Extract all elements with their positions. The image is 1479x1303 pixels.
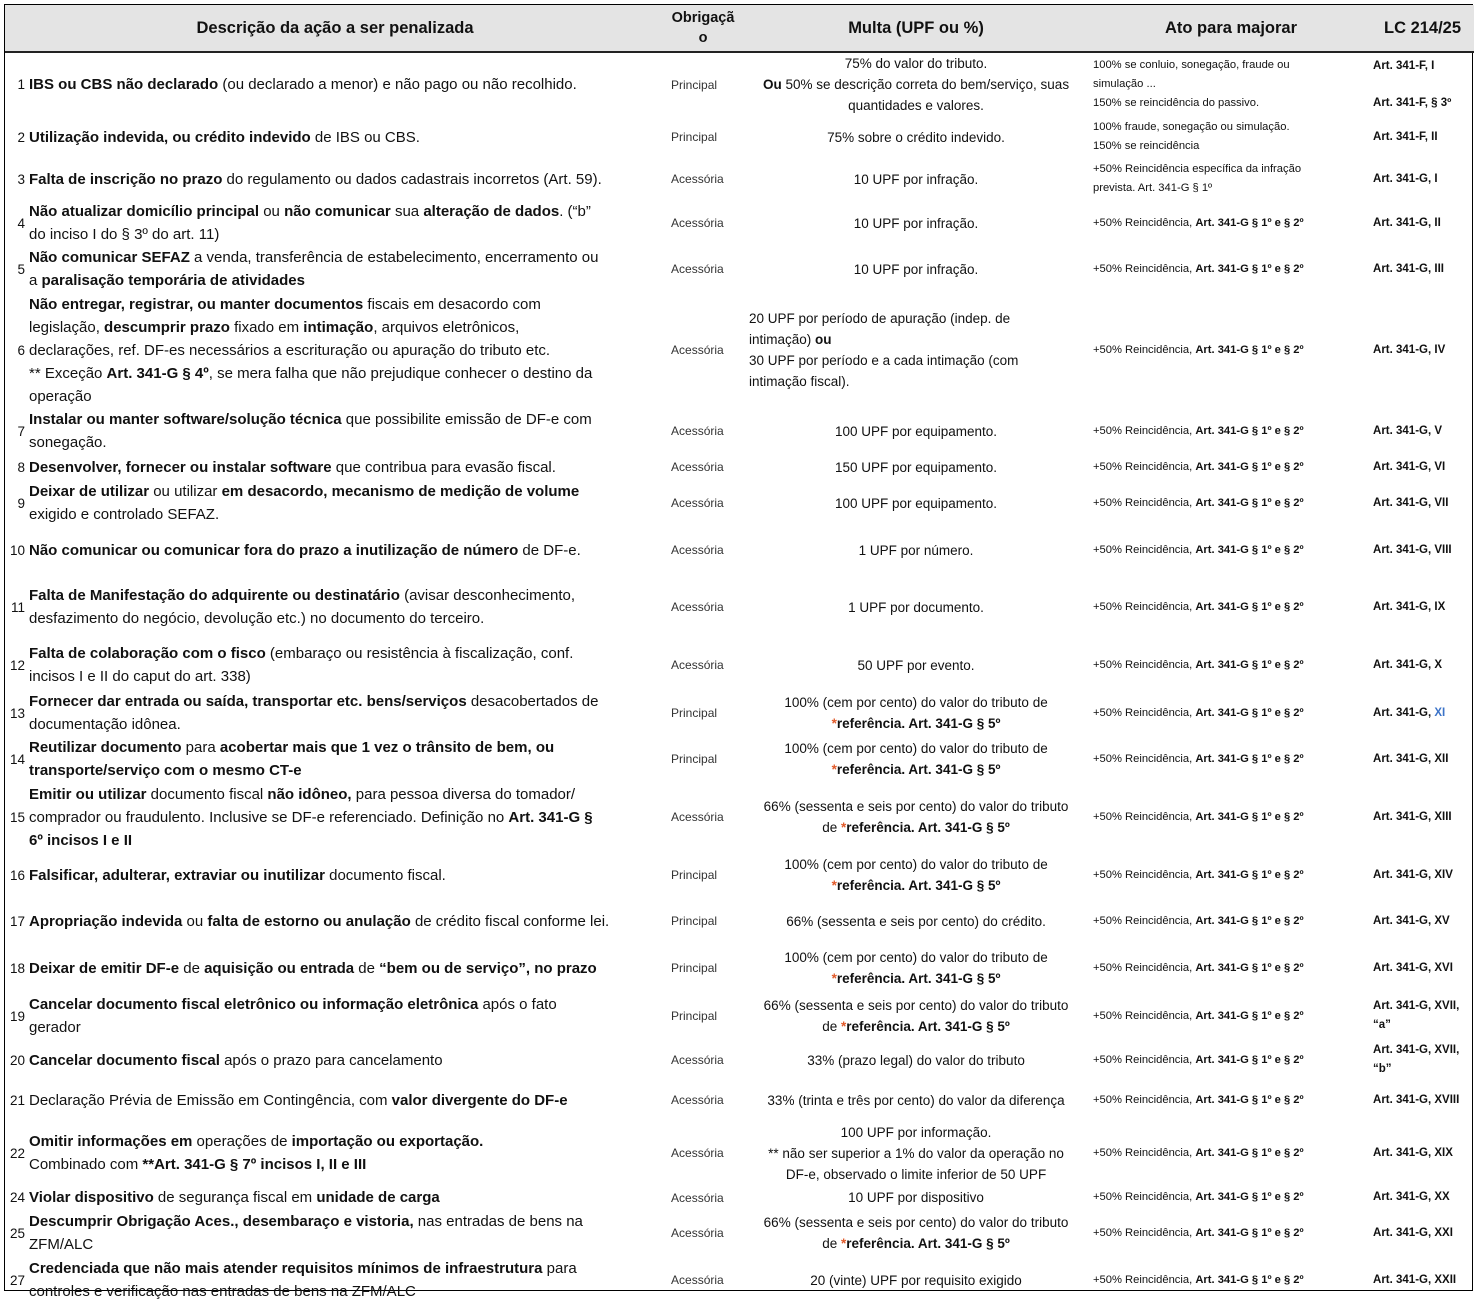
row-multa: 66% (sessenta e seis por cento) do crédito. xyxy=(786,913,1046,929)
row-description: Utilização indevida, ou crédito indevido de IBS ou CBS. xyxy=(29,128,420,146)
row-obrigacao: Acessória xyxy=(671,1226,724,1240)
row-multa: 33% (trinta e três por cento) do valor da diferença xyxy=(767,1092,1065,1108)
row-multa: 10 UPF por infração. xyxy=(853,171,979,187)
row-number: 2 xyxy=(17,129,25,145)
row-description: Cancelar documento fiscal após o prazo para cancelamento xyxy=(29,1051,443,1069)
row-lc: Art. 341-G, XVI xyxy=(1373,961,1453,974)
row-lc: Art. 341-G, IV xyxy=(1373,343,1446,356)
row-number: 7 xyxy=(17,423,25,439)
table-row xyxy=(5,640,1474,690)
table-row xyxy=(5,852,1474,898)
row-multa: 100% (cem por cento) do valor do tributo de *referência. Art. 341-G § 5º xyxy=(784,950,1048,986)
row-obrigacao: Acessória xyxy=(671,262,724,276)
row-ato: +50% Reincidência, Art. 341-G § 1º e § 2º xyxy=(1093,658,1304,671)
row-ato: +50% Reincidência, Art. 341-G § 1º e § 2º xyxy=(1093,543,1304,556)
row-lc: Art. 341-G, XXI xyxy=(1373,1226,1453,1239)
header-row xyxy=(5,5,1474,52)
row-lc: Art. 341-G, VII xyxy=(1373,496,1449,509)
row-number: 14 xyxy=(9,751,25,767)
row-number: 16 xyxy=(9,867,25,883)
row-description: Emitir ou utilizar documento fiscal não idôneo, para pessoa diversa do tomador/ comprador ou fraudulento. Inclusive se DF-e referenciado. Definição no Art. 341-G § 6º incisos I e II xyxy=(29,785,593,849)
row-obrigacao: Acessória xyxy=(671,460,724,474)
row-ato: +50% Reincidência, Art. 341-G § 1º e § 2º xyxy=(1093,1093,1304,1106)
row-description: Não comunicar SEFAZ a venda, transferência de estabelecimento, encerramento ou a paralisação temporária de atividades xyxy=(29,249,599,289)
row-lc: Art. 341-G, XVII, “a” xyxy=(1373,1000,1460,1031)
row-ato: +50% Reincidência específica da infração prevista. Art. 341-G § 1º xyxy=(1093,163,1302,194)
row-multa: 66% (sessenta e seis por cento) do valor do tributo de *referência. Art. 341-G § 5º xyxy=(763,799,1069,835)
row-obrigacao: Principal xyxy=(671,914,718,928)
header-multa: Multa (UPF ou %) xyxy=(741,5,1091,52)
row-lc: Art. 341-G, IX xyxy=(1373,600,1446,613)
penalty-table xyxy=(5,5,1474,1303)
row-obrigacao: Principal xyxy=(671,706,718,720)
row-number: 25 xyxy=(9,1225,25,1241)
row-obrigacao: Acessória xyxy=(671,600,724,614)
row-lc: Art. 341-G, XX xyxy=(1373,1191,1450,1203)
row-ato: +50% Reincidência, Art. 341-G § 1º e § 2º xyxy=(1093,914,1304,927)
row-multa: 20 (vinte) UPF por requisito exigido xyxy=(810,1272,1022,1288)
row-multa: 33% (prazo legal) do valor do tributo xyxy=(807,1052,1025,1068)
row-lc: Art. 341-G, XII xyxy=(1373,752,1449,765)
row-ato: +50% Reincidência, Art. 341-G § 1º e § 2º xyxy=(1093,1053,1304,1066)
row-description: Falsificar, adulterar, extraviar ou inutilizar documento fiscal. xyxy=(29,866,446,884)
row-description: Fornecer dar entrada ou saída, transportar etc. bens/serviços desacobertados de documentação idônea. xyxy=(29,693,599,733)
table-row xyxy=(5,736,1474,782)
row-description: Desenvolver, fornecer ou instalar software que contribua para evasão fiscal. xyxy=(29,458,556,476)
row-multa: 100% (cem por cento) do valor do tributo de *referência. Art. 341-G § 5º xyxy=(784,857,1048,893)
row-ato: 100% se conluio, sonegação, fraude ou simulação ... 150% se reincidência do passivo. xyxy=(1093,59,1290,109)
row-ato: +50% Reincidência, Art. 341-G § 1º e § 2º xyxy=(1093,1009,1304,1022)
row-description: Não atualizar domicílio principal ou não comunicar sua alteração de dados. (“b” do inciso I do § 3º do art. 11) xyxy=(29,203,591,243)
row-ato: +50% Reincidência, Art. 341-G § 1º e § 2º xyxy=(1093,1191,1304,1203)
row-obrigacao: Principal xyxy=(671,130,718,144)
row-obrigacao: Principal xyxy=(671,77,718,92)
row-description: Falta de Manifestação do adquirente ou destinatário (avisar desconhecimento, desfazimento do negócio, devolução etc.) no documento do terceiro. xyxy=(29,587,575,627)
row-description: Violar dispositivo de segurança fiscal em unidade de carga xyxy=(29,1189,440,1206)
row-description: IBS ou CBS não declarado (ou declarado a menor) e não pago ou não recolhido. xyxy=(29,76,577,93)
row-ato: +50% Reincidência, Art. 341-G § 1º e § 2º xyxy=(1093,961,1304,974)
row-multa: 75% sobre o crédito indevido. xyxy=(827,129,1005,145)
row-ato: +50% Reincidência, Art. 341-G § 1º e § 2º xyxy=(1093,460,1304,473)
row-lc: Art. 341-F, I Art. 341-F, § 3º xyxy=(1373,59,1452,109)
row-ato: +50% Reincidência, Art. 341-G § 1º e § 2º xyxy=(1093,262,1304,275)
table-row xyxy=(5,944,1474,992)
row-obrigacao: Acessória xyxy=(671,658,724,672)
row-obrigacao: Acessória xyxy=(671,496,724,510)
row-description: Reutilizar documento para acobertar mais que 1 vez o trânsito de bem, ou transporte/serviço com o mesmo CT-e xyxy=(29,739,555,779)
row-number: 8 xyxy=(17,459,25,475)
row-obrigacao: Acessória xyxy=(671,1190,724,1205)
row-multa: 10 UPF por infração. xyxy=(853,215,979,231)
row-obrigacao: Principal xyxy=(671,961,718,975)
row-lc: Art. 341-G, XVII, “b” xyxy=(1373,1044,1460,1075)
row-number: 3 xyxy=(17,171,25,187)
row-number: 10 xyxy=(9,542,25,558)
row-number: 13 xyxy=(9,705,25,721)
row-lc: Art. 341-G, VI xyxy=(1373,460,1446,473)
row-lc: Art. 341-G, XIX xyxy=(1373,1146,1453,1159)
table-row xyxy=(5,408,1474,454)
table-row xyxy=(5,1209,1474,1257)
row-number: 24 xyxy=(9,1190,25,1205)
row-multa: 66% (sessenta e seis por cento) do valor do tributo de *referência. Art. 341-G § 5º xyxy=(763,998,1069,1034)
row-obrigacao: Acessória xyxy=(671,1093,724,1107)
row-number: 5 xyxy=(17,261,25,277)
row-obrigacao: Principal xyxy=(671,868,718,882)
table-row xyxy=(5,1120,1474,1186)
table-row xyxy=(5,246,1474,292)
row-multa: 50 UPF por evento. xyxy=(857,657,975,673)
row-ato: +50% Reincidência, Art. 341-G § 1º e § 2º xyxy=(1093,343,1304,356)
row-description: Instalar ou manter software/solução técnica que possibilite emissão de DF-e com sonegação. xyxy=(29,411,592,451)
row-obrigacao: Acessória xyxy=(671,343,724,357)
row-obrigacao: Principal xyxy=(671,752,718,766)
table-row xyxy=(5,1186,1474,1209)
row-multa: 1 UPF por documento. xyxy=(848,599,984,615)
row-lc: Art. 341-G, XI xyxy=(1373,706,1446,719)
row-number: 6 xyxy=(17,342,25,358)
table-row xyxy=(5,1080,1474,1120)
table-row xyxy=(5,1040,1474,1080)
table-row xyxy=(5,782,1474,852)
table-row xyxy=(5,1257,1474,1303)
row-lc: Art. 341-G, XXII xyxy=(1373,1273,1457,1286)
row-description: Declaração Prévia de Emissão em Contingência, com valor divergente do DF-e xyxy=(29,1091,568,1109)
row-multa: 100 UPF por equipamento. xyxy=(834,495,998,511)
row-number: 15 xyxy=(9,809,25,825)
row-multa: 100% (cem por cento) do valor do tributo de *referência. Art. 341-G § 5º xyxy=(784,695,1048,731)
row-lc: Art. 341-G, XIV xyxy=(1373,868,1453,881)
row-lc: Art. 341-G, XV xyxy=(1373,914,1450,927)
row-description: Não entregar, registrar, ou manter documentos fiscais em desacordo com legislação, descumprir prazo fixado em intimação, arquivos eletrônicos, declarações, ref. DF-es necessários a escrituração ou apuração do tributo etc. ** Exceção Art. 341-G § 4º, se mera falha que não prejudique conhecer o destino da operação xyxy=(29,295,593,405)
row-ato: +50% Reincidência, Art. 341-G § 1º e § 2º xyxy=(1093,1146,1304,1159)
row-obrigacao: Acessória xyxy=(671,543,724,557)
row-number: 17 xyxy=(9,913,25,929)
row-ato: +50% Reincidência, Art. 341-G § 1º e § 2º xyxy=(1093,496,1304,509)
row-lc: Art. 341-G, III xyxy=(1373,262,1444,275)
row-ato: +50% Reincidência, Art. 341-G § 1º e § 2º xyxy=(1093,752,1304,765)
row-number: 4 xyxy=(17,215,25,231)
row-multa: 10 UPF por dispositivo xyxy=(848,1190,984,1205)
row-description: Não comunicar ou comunicar fora do prazo a inutilização de número de DF-e. xyxy=(29,541,581,559)
table-row xyxy=(5,480,1474,526)
table-row xyxy=(5,200,1474,246)
row-number: 20 xyxy=(9,1052,25,1068)
row-number: 18 xyxy=(9,960,25,976)
row-multa: 66% (sessenta e seis por cento) do valor do tributo de *referência. Art. 341-G § 5º xyxy=(763,1215,1069,1251)
row-number: 9 xyxy=(17,495,25,511)
row-obrigacao: Acessória xyxy=(671,172,724,186)
row-multa: 100% (cem por cento) do valor do tributo de *referência. Art. 341-G § 5º xyxy=(784,741,1048,777)
row-lc: Art. 341-G, XVIII xyxy=(1373,1093,1460,1106)
row-obrigacao: Acessória xyxy=(671,216,724,230)
row-number: 27 xyxy=(9,1272,25,1288)
row-ato: +50% Reincidência, Art. 341-G § 1º e § 2º xyxy=(1093,810,1304,823)
row-lc: Art. 341-G, V xyxy=(1373,424,1443,437)
header-ato: Ato para majorar xyxy=(1091,5,1371,52)
table-row xyxy=(5,992,1474,1040)
row-number: 1 xyxy=(17,77,25,92)
row-lc: Art. 341-G, VIII xyxy=(1373,543,1452,556)
row-ato: +50% Reincidência, Art. 341-G § 1º e § 2º xyxy=(1093,424,1304,437)
row-description: Falta de inscrição no prazo do regulamento ou dados cadastrais incorretos (Art. 59). xyxy=(29,170,602,188)
table-row xyxy=(5,158,1474,200)
row-description: Deixar de utilizar ou utilizar em desacordo, mecanismo de medição de volume exigido e controlado SEFAZ. xyxy=(29,483,580,523)
row-obrigacao: Acessória xyxy=(671,810,724,824)
row-lc: Art. 341-G, X xyxy=(1373,658,1443,671)
row-multa: 150 UPF por equipamento. xyxy=(834,459,998,475)
header-obrigacao: Obrigaçã o xyxy=(665,5,741,52)
row-number: 19 xyxy=(9,1008,25,1024)
header-descricao: Descrição da ação a ser penalizada xyxy=(5,5,665,52)
row-description: Credenciada que não mais atender requisitos mínimos de infraestrutura para controles e verificação nas entradas de bens na ZFM/ALC xyxy=(29,1260,577,1300)
row-description: Omitir informações em operações de importação ou exportação. Combinado com **Art. 341-G § 7º incisos I, II e III xyxy=(29,1133,484,1173)
row-ato: +50% Reincidência, Art. 341-G § 1º e § 2º xyxy=(1093,1273,1304,1286)
row-description: Apropriação indevida ou falta de estorno ou anulação de crédito fiscal conforme lei. xyxy=(29,912,610,930)
table-row xyxy=(5,898,1474,944)
row-ato: +50% Reincidência, Art. 341-G § 1º e § 2º xyxy=(1093,868,1304,881)
row-obrigacao: Acessória xyxy=(671,1273,724,1287)
row-multa: 1 UPF por número. xyxy=(858,542,974,558)
row-lc: Art. 341-G, II xyxy=(1373,216,1441,229)
table-row xyxy=(5,454,1474,480)
table-row xyxy=(5,690,1474,736)
row-number: 12 xyxy=(9,657,25,673)
row-lc: Art. 341-G, XIII xyxy=(1373,810,1452,823)
row-obrigacao: Acessória xyxy=(671,424,724,438)
row-description: Deixar de emitir DF-e de aquisição ou entrada de “bem ou de serviço”, no prazo xyxy=(29,959,597,977)
row-obrigacao: Acessória xyxy=(671,1146,724,1160)
row-multa: 20 UPF por período de apuração (indep. de intimação) ou 30 UPF por período e a cada intimação (com intimação fiscal). xyxy=(749,311,1019,389)
table-row xyxy=(5,116,1474,158)
row-obrigacao: Acessória xyxy=(671,1053,724,1067)
row-multa: 100 UPF por informação. ** não ser superior a 1% do valor da operação no DF-e, observado o limite inferior de 50 UPF xyxy=(768,1124,1064,1182)
row-number: 22 xyxy=(9,1145,25,1161)
row-number: 11 xyxy=(10,599,25,615)
row-ato: +50% Reincidência, Art. 341-G § 1º e § 2º xyxy=(1093,706,1304,719)
row-obrigacao: Principal xyxy=(671,1009,718,1023)
row-ato: +50% Reincidência, Art. 341-G § 1º e § 2º xyxy=(1093,1226,1304,1239)
row-multa: 100 UPF por equipamento. xyxy=(834,423,998,439)
table-row xyxy=(5,574,1474,640)
row-ato: 100% fraude, sonegação ou simulação. 150% se reincidência xyxy=(1093,121,1290,152)
table-row xyxy=(5,52,1474,116)
row-lc: Art. 341-G, I xyxy=(1373,172,1438,185)
row-lc: Art. 341-F, II xyxy=(1373,130,1438,143)
penalty-table-document xyxy=(4,4,1473,1300)
table-row xyxy=(5,526,1474,574)
table-row xyxy=(5,292,1474,408)
row-description: Cancelar documento fiscal eletrônico ou informação eletrônica após o fato gerador xyxy=(29,996,557,1036)
row-description: Descumprir Obrigação Aces., desembaraço e vistoria, nas entradas de bens na ZFM/ALC xyxy=(29,1213,583,1253)
row-multa: 75% do valor do tributo. Ou 50% se descrição correta do bem/serviço, suas quantidades e valores. xyxy=(762,56,1070,113)
row-multa: 10 UPF por infração. xyxy=(853,261,979,277)
row-description: Falta de colaboração com o fisco (embaraço ou resistência à fiscalização, conf. incisos I e II do caput do art. 338) xyxy=(29,645,574,685)
header-lc: LC 214/25 xyxy=(1371,5,1474,52)
row-ato: +50% Reincidência, Art. 341-G § 1º e § 2º xyxy=(1093,600,1304,613)
row-ato: +50% Reincidência, Art. 341-G § 1º e § 2º xyxy=(1093,216,1304,229)
row-number: 21 xyxy=(9,1092,25,1108)
